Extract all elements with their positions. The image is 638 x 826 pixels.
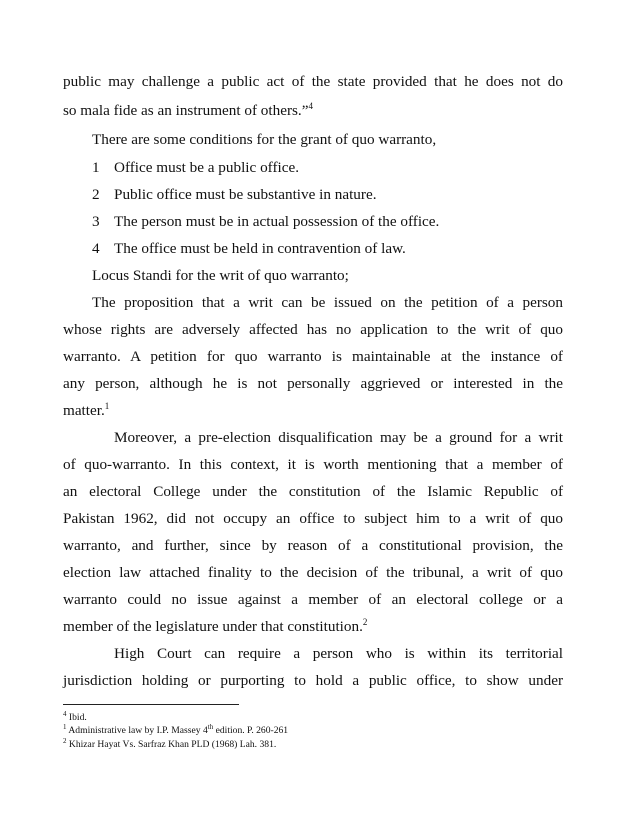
paragraph-line: There are some conditions for the grant of quo warranto,: [92, 131, 437, 148]
condition-item: 2 Public office must be substantive in nature.: [92, 186, 377, 203]
paragraph-line: election law attached finality to the decision of the tribunal, a writ of quo: [63, 564, 563, 581]
paragraph-line: matter.$^1$: [63, 400, 110, 419]
paragraph-line: member of the legislature under that constitution.$^2$: [63, 616, 368, 635]
paragraph-line: an electoral College under the constitution of the Islamic Republic of: [63, 483, 563, 500]
paragraph-line: jurisdiction holding or purporting to hold a public office, to show under: [63, 672, 563, 689]
section-heading: Locus Standi for the writ of quo warranto;: [92, 267, 349, 284]
footnote-ref: 4: [308, 100, 313, 111]
paragraph-line: The proposition that a writ can be issued on the petition of a person: [92, 294, 563, 311]
footnote-ref: 2: [362, 616, 368, 627]
footnote: $^2$ Khizar Hayat Vs. Sarfraz Khan PLD (1968) Lah. 381.: [63, 736, 277, 750]
paragraph-line: public may challenge a public act of the state provided that he does not do: [63, 73, 563, 90]
footnote: $^1$ Administrative law by I.P. Massey 4th edition. P. 260-261: [63, 722, 289, 736]
paragraph-line: Pakistan 1962, did not occupy an office to subject him to a writ of quo: [63, 510, 563, 527]
paragraph-line: Moreover, a pre-election disqualification may be a ground for a writ: [114, 429, 563, 446]
footnote-separator: [63, 704, 239, 705]
paragraph-line: High Court can require a person who is within its territorial: [114, 645, 563, 662]
paragraph-line: warranto, and further, since by reason of a constitutional provision, the: [63, 537, 563, 554]
paragraph-line: of quo-warranto. In this context, it is worth mentioning that a member of: [63, 456, 563, 473]
paragraph-line: whose rights are adversely affected has no application to the writ of quo: [63, 321, 563, 338]
footnote-ref: 1: [104, 400, 110, 411]
footnote: $^4$ Ibid.: [63, 709, 87, 723]
condition-item: 4 The office must be held in contravention of law.: [92, 240, 406, 257]
condition-item: 3 The person must be in actual possession of the office.: [92, 213, 440, 230]
paragraph-line: warranto. A petition for quo warranto is maintainable at the instance of: [63, 348, 563, 365]
paragraph-line: so mala fide as an instrument of others.”$^4$: [63, 100, 313, 119]
paragraph-line: warranto could no issue against a member of an electoral college or a: [63, 591, 563, 608]
paragraph-line: any person, although he is not personally aggrieved or interested in the: [63, 375, 563, 392]
condition-item: 1 Office must be a public office.: [92, 159, 300, 176]
